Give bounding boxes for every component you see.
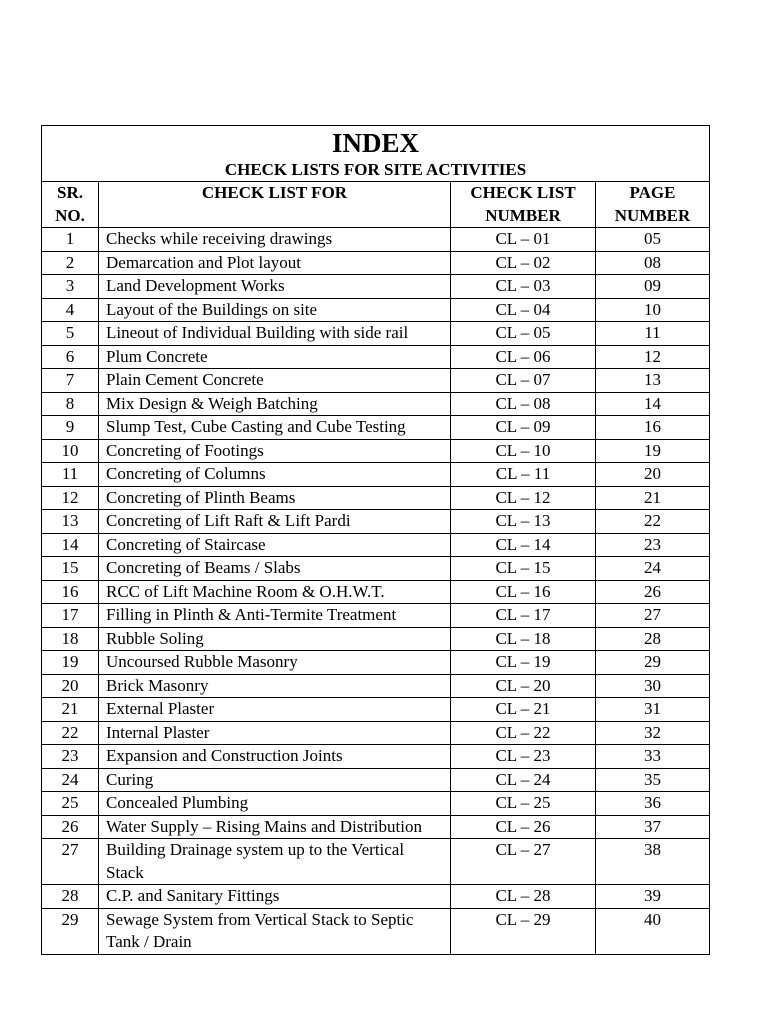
column-header-check-list-number: CHECK LIST NUMBER: [451, 182, 596, 228]
table-row: [42, 651, 710, 675]
table-row: [42, 604, 710, 628]
check-list-item-cell: Plain Cement Concrete: [99, 369, 451, 393]
check-list-item-cell: Concreting of Lift Raft & Lift Pardi: [99, 510, 451, 534]
page-number-cell: 35: [596, 768, 710, 792]
page-number-cell: 24: [596, 557, 710, 581]
check-list-number-cell: CL – 20: [451, 674, 596, 698]
table-row: [42, 345, 710, 369]
page-number-cell: 29: [596, 651, 710, 675]
check-list-number-cell: CL – 12: [451, 486, 596, 510]
check-list-number-cell: CL – 13: [451, 510, 596, 534]
sr-no-cell: 1: [42, 228, 99, 252]
title-cell: [42, 126, 710, 182]
table-row: [42, 698, 710, 722]
page-number-cell: 30: [596, 674, 710, 698]
sr-no-cell: 6: [42, 345, 99, 369]
sr-no-cell: 22: [42, 721, 99, 745]
check-list-item-cell: Mix Design & Weigh Batching: [99, 392, 451, 416]
table-row: [42, 510, 710, 534]
table-row: [42, 721, 710, 745]
table-row: [42, 627, 710, 651]
table-row: [42, 557, 710, 581]
sr-no-cell: 28: [42, 885, 99, 909]
check-list-number-cell: CL – 04: [451, 298, 596, 322]
check-list-number-cell: CL – 25: [451, 792, 596, 816]
title-row: [42, 126, 710, 182]
table-row: [42, 416, 710, 440]
page-number-cell: 05: [596, 228, 710, 252]
page-number-cell: 36: [596, 792, 710, 816]
check-list-item-cell: Expansion and Construction Joints: [99, 745, 451, 769]
page-number-cell: 37: [596, 815, 710, 839]
page-number-cell: 12: [596, 345, 710, 369]
check-list-number-cell: CL – 23: [451, 745, 596, 769]
check-list-item-cell: Curing: [99, 768, 451, 792]
sr-no-cell: 23: [42, 745, 99, 769]
check-list-item-cell: Checks while receiving drawings: [99, 228, 451, 252]
check-list-number-cell: CL – 15: [451, 557, 596, 581]
check-list-item-cell: Concreting of Beams / Slabs: [99, 557, 451, 581]
check-list-item-cell: Demarcation and Plot layout: [99, 251, 451, 275]
sr-no-cell: 25: [42, 792, 99, 816]
table-row: [42, 298, 710, 322]
page-number-cell: 09: [596, 275, 710, 299]
table-row: [42, 792, 710, 816]
page-number-cell: 08: [596, 251, 710, 275]
page-number-cell: 20: [596, 463, 710, 487]
check-list-item-cell: Concreting of Footings: [99, 439, 451, 463]
check-list-item-cell: Layout of the Buildings on site: [99, 298, 451, 322]
sr-no-cell: 18: [42, 627, 99, 651]
check-list-item-cell: Internal Plaster: [99, 721, 451, 745]
check-list-item-cell: Slump Test, Cube Casting and Cube Testing: [99, 416, 451, 440]
page-number-cell: 38: [596, 839, 710, 885]
page-number-cell: 39: [596, 885, 710, 909]
check-list-number-cell: CL – 21: [451, 698, 596, 722]
table-row: [42, 839, 710, 885]
page-number-cell: 40: [596, 908, 710, 954]
table-row: [42, 486, 710, 510]
sr-no-cell: 19: [42, 651, 99, 675]
check-list-item-cell: Building Drainage system up to the Vertical Stack: [99, 839, 451, 885]
sr-no-cell: 12: [42, 486, 99, 510]
column-header-sr-no: SR. NO.: [42, 182, 99, 228]
page-number-cell: 33: [596, 745, 710, 769]
check-list-item-cell: Concealed Plumbing: [99, 792, 451, 816]
check-list-item-cell: Land Development Works: [99, 275, 451, 299]
check-list-item-cell: Filling in Plinth & Anti-Termite Treatment: [99, 604, 451, 628]
sr-no-cell: 27: [42, 839, 99, 885]
check-list-item-cell: Brick Masonry: [99, 674, 451, 698]
table-row: [42, 768, 710, 792]
table-row: [42, 745, 710, 769]
check-list-item-cell: Concreting of Plinth Beams: [99, 486, 451, 510]
check-list-item-cell: Plum Concrete: [99, 345, 451, 369]
table-row: [42, 275, 710, 299]
check-list-number-cell: CL – 11: [451, 463, 596, 487]
check-list-item-cell: Rubble Soling: [99, 627, 451, 651]
sr-no-cell: 26: [42, 815, 99, 839]
check-list-number-cell: CL – 02: [451, 251, 596, 275]
check-list-number-cell: CL – 28: [451, 885, 596, 909]
check-list-number-cell: CL – 07: [451, 369, 596, 393]
sr-no-cell: 9: [42, 416, 99, 440]
sr-no-cell: 3: [42, 275, 99, 299]
check-list-number-cell: CL – 17: [451, 604, 596, 628]
check-list-number-cell: CL – 06: [451, 345, 596, 369]
table-row: [42, 908, 710, 954]
check-list-number-cell: CL – 03: [451, 275, 596, 299]
check-list-number-cell: CL – 10: [451, 439, 596, 463]
page-number-cell: 26: [596, 580, 710, 604]
check-list-number-cell: CL – 18: [451, 627, 596, 651]
check-list-number-cell: CL – 27: [451, 839, 596, 885]
index-rows: [42, 228, 710, 955]
check-list-number-cell: CL – 16: [451, 580, 596, 604]
sr-no-cell: 21: [42, 698, 99, 722]
sr-no-cell: 11: [42, 463, 99, 487]
index-table: [41, 125, 710, 955]
check-list-number-cell: CL – 09: [451, 416, 596, 440]
header-row: [42, 182, 710, 228]
sr-no-cell: 2: [42, 251, 99, 275]
page-number-cell: 31: [596, 698, 710, 722]
table-row: [42, 251, 710, 275]
table-row: [42, 885, 710, 909]
sr-no-cell: 5: [42, 322, 99, 346]
check-list-item-cell: Sewage System from Vertical Stack to Septic Tank / Drain: [99, 908, 451, 954]
sr-no-cell: 16: [42, 580, 99, 604]
page-number-cell: 10: [596, 298, 710, 322]
table-row: [42, 439, 710, 463]
page-title: INDEX: [332, 128, 420, 158]
page-number-cell: 21: [596, 486, 710, 510]
page-number-cell: 32: [596, 721, 710, 745]
check-list-number-cell: CL – 29: [451, 908, 596, 954]
check-list-number-cell: CL – 05: [451, 322, 596, 346]
table-row: [42, 228, 710, 252]
page-number-cell: 19: [596, 439, 710, 463]
check-list-item-cell: C.P. and Sanitary Fittings: [99, 885, 451, 909]
index-sheet: [41, 125, 709, 955]
sr-no-cell: 8: [42, 392, 99, 416]
sr-no-cell: 24: [42, 768, 99, 792]
check-list-item-cell: Concreting of Staircase: [99, 533, 451, 557]
sr-no-cell: 4: [42, 298, 99, 322]
check-list-item-cell: External Plaster: [99, 698, 451, 722]
check-list-number-cell: CL – 14: [451, 533, 596, 557]
check-list-item-cell: Lineout of Individual Building with side rail: [99, 322, 451, 346]
table-row: [42, 674, 710, 698]
table-row: [42, 392, 710, 416]
sr-no-cell: 15: [42, 557, 99, 581]
sr-no-cell: 20: [42, 674, 99, 698]
page-number-cell: 28: [596, 627, 710, 651]
check-list-number-cell: CL – 08: [451, 392, 596, 416]
check-list-number-cell: CL – 22: [451, 721, 596, 745]
page-number-cell: 16: [596, 416, 710, 440]
table-row: [42, 580, 710, 604]
check-list-number-cell: CL – 26: [451, 815, 596, 839]
page-subtitle: CHECK LISTS FOR SITE ACTIVITIES: [224, 160, 527, 179]
sr-no-cell: 10: [42, 439, 99, 463]
column-header-check-list-for: CHECK LIST FOR: [99, 182, 451, 228]
table-row: [42, 533, 710, 557]
page-number-cell: 14: [596, 392, 710, 416]
page-number-cell: 13: [596, 369, 710, 393]
check-list-item-cell: Concreting of Columns: [99, 463, 451, 487]
table-row: [42, 322, 710, 346]
table-row: [42, 815, 710, 839]
column-header-page-number: PAGE NUMBER: [596, 182, 710, 228]
sr-no-cell: 17: [42, 604, 99, 628]
check-list-number-cell: CL – 19: [451, 651, 596, 675]
check-list-number-cell: CL – 01: [451, 228, 596, 252]
check-list-number-cell: CL – 24: [451, 768, 596, 792]
check-list-item-cell: RCC of Lift Machine Room & O.H.W.T.: [99, 580, 451, 604]
page-number-cell: 23: [596, 533, 710, 557]
page-number-cell: 22: [596, 510, 710, 534]
sr-no-cell: 14: [42, 533, 99, 557]
sr-no-cell: 7: [42, 369, 99, 393]
page-number-cell: 11: [596, 322, 710, 346]
check-list-item-cell: Water Supply – Rising Mains and Distribution: [99, 815, 451, 839]
sr-no-cell: 29: [42, 908, 99, 954]
check-list-item-cell: Uncoursed Rubble Masonry: [99, 651, 451, 675]
sr-no-cell: 13: [42, 510, 99, 534]
page-number-cell: 27: [596, 604, 710, 628]
table-row: [42, 463, 710, 487]
table-row: [42, 369, 710, 393]
